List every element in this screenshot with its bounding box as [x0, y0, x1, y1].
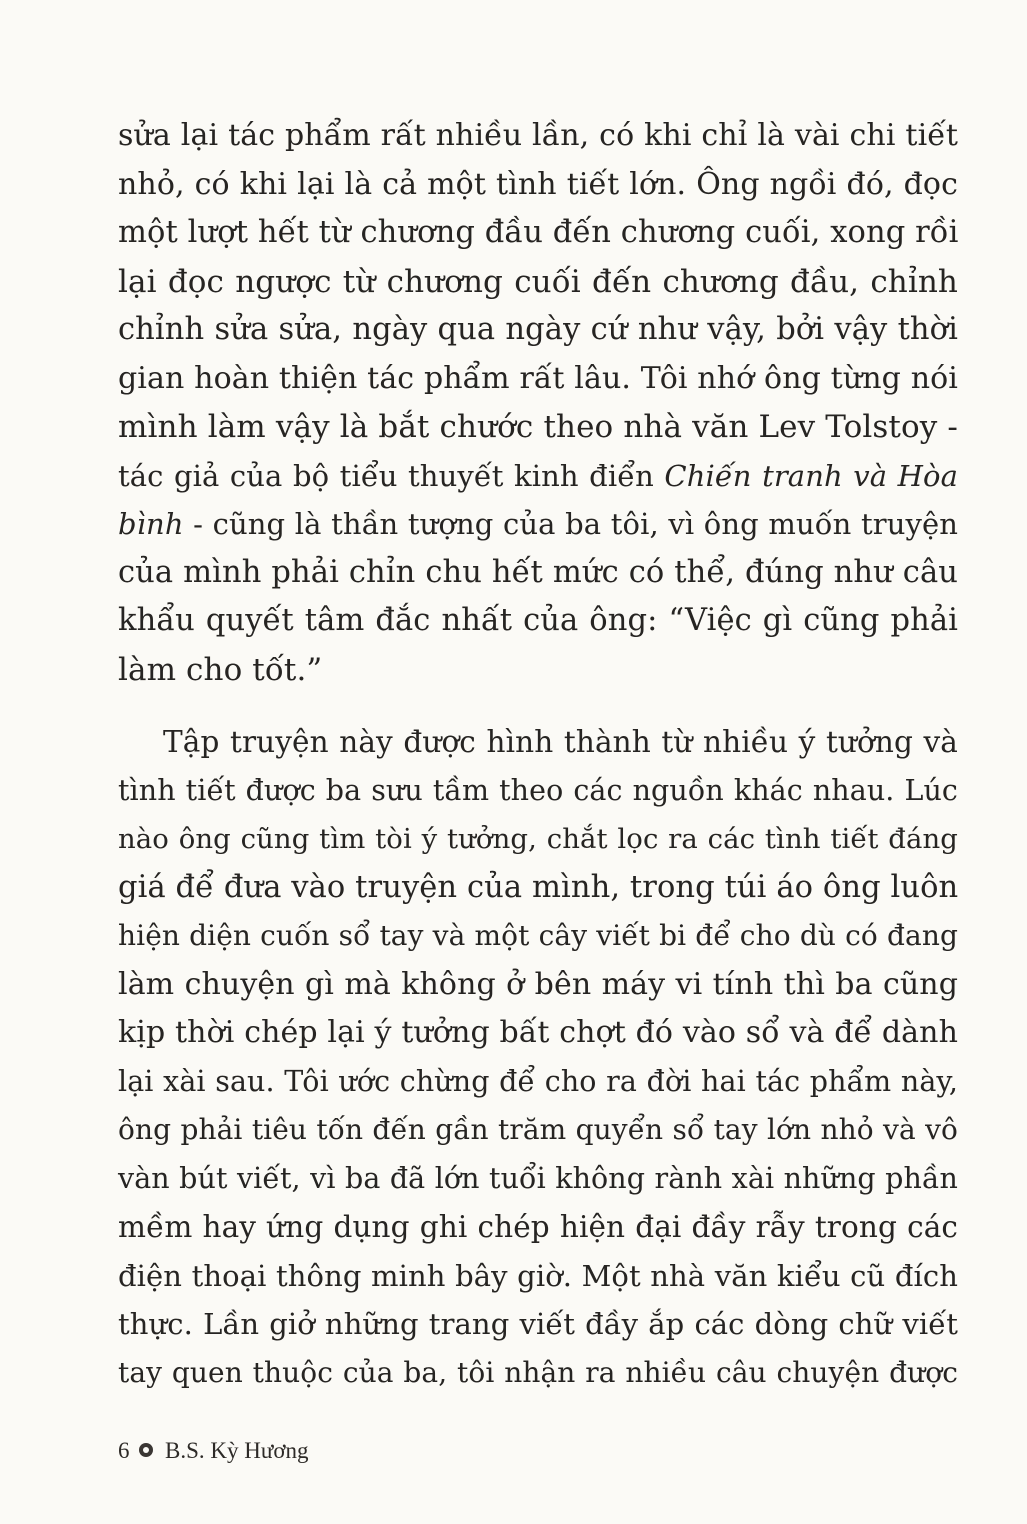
text-line: giá để đưa vào truyện của mình, trong túi áo ông luôn — [118, 869, 959, 905]
paragraph-spacer — [118, 694, 958, 718]
body-text — [118, 112, 958, 1397]
text-line: thực. Lần giở những trang viết đầy ắp các dòng chữ viết — [118, 1307, 958, 1341]
text-line: vàn bút viết, vì ba đã lớn tuổi không rành xài những phần — [118, 1161, 958, 1195]
text-line: lại xài sau. Tôi ước chừng để cho ra đời hai tác phẩm này, — [118, 1064, 958, 1098]
text-line: làm cho tốt.” — [118, 651, 323, 688]
text-line: nhỏ, có khi lại là cả một tình tiết lớn. Ông ngồi đó, đọc — [118, 166, 958, 202]
text-line: sửa lại tác phẩm rất nhiều lần, có khi chỉ là vài chi tiết — [118, 118, 958, 153]
text-line: làm chuyện gì mà không ở bên máy vi tính thì ba cũng — [118, 966, 958, 1002]
text-line: mình làm vậy là bắt chước theo nhà văn Lev Tolstoy - — [118, 409, 958, 445]
book-title-italic: Chiến tranh và Hòa — [664, 458, 958, 493]
text-fragment: tác giả của bộ tiểu thuyết kinh điển — [118, 458, 665, 493]
paragraph-1 — [118, 112, 958, 694]
flower-ornament-icon — [139, 1443, 153, 1457]
text-line: tình tiết được ba sưu tầm theo các nguồn khác nhau. Lúc — [118, 773, 958, 807]
paragraph-2 — [118, 718, 958, 1397]
text-fragment: - cũng là thần tượng của ba tôi, vì ông muốn truyện — [183, 507, 958, 541]
text-line: ông phải tiêu tốn đến gần trăm quyển sổ tay lớn nhỏ và vô — [118, 1113, 958, 1146]
text-line: một lượt hết từ chương đầu đến chương cuối, xong rồi — [118, 215, 959, 250]
text-line: kịp thời chép lại ý tưởng bất chợt đó vào sổ và để dành — [118, 1015, 958, 1050]
text-line: Tập truyện này được hình thành từ nhiều ý tưởng và — [163, 725, 958, 759]
text-line: của mình phải chỉn chu hết mức có thể, đúng như câu — [118, 554, 958, 590]
text-line: hiện diện cuốn sổ tay và một cây viết bi để cho dù có đang — [118, 919, 958, 952]
text-line: nào ông cũng tìm tòi ý tưởng, chắt lọc ra các tình tiết đáng — [118, 823, 958, 855]
text-line — [118, 452, 958, 501]
text-line: gian hoàn thiện tác phẩm rất lâu. Tôi nhớ ông từng nói — [118, 360, 958, 396]
text-line: lại đọc ngược từ chương cuối đến chương đầu, chỉnh — [118, 263, 958, 300]
book-title-italic: bình — [118, 507, 184, 541]
text-line — [118, 500, 958, 549]
page-footer — [118, 1436, 308, 1466]
author-name: B.S. Kỳ Hương — [165, 1438, 309, 1463]
text-line: chỉnh sửa sửa, ngày qua ngày cứ như vậy, bởi vậy thời — [118, 312, 958, 347]
text-line: khẩu quyết tâm đắc nhất của ông: “Việc gì cũng phải — [118, 603, 958, 638]
text-line: tay quen thuộc của ba, tôi nhận ra nhiều câu chuyện được — [118, 1355, 958, 1389]
text-line: mềm hay ứng dụng ghi chép hiện đại đầy rẫy trong các — [118, 1210, 958, 1244]
page-number: 6 — [118, 1438, 130, 1463]
text-line: điện thoại thông minh bây giờ. Một nhà văn kiểu cũ đích — [118, 1258, 958, 1293]
